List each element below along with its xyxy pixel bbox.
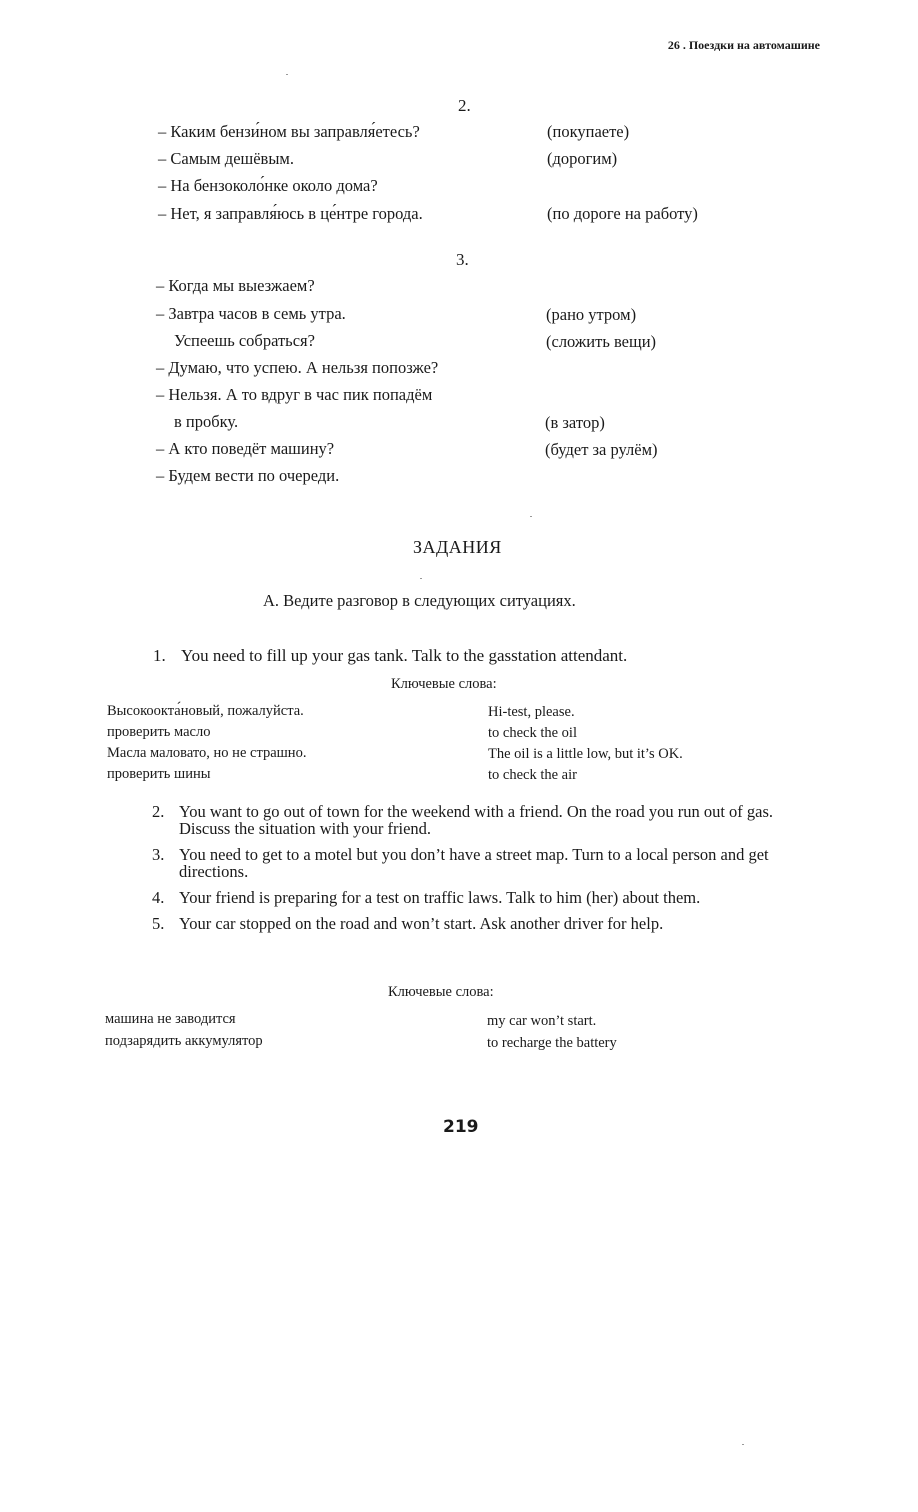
dialogue-line: – Думаю, что успею. А нельзя попозже?	[156, 358, 439, 377]
dialogue-line: в пробку.	[174, 412, 239, 431]
dialogue-line: – Самым дешёвым.	[158, 149, 294, 168]
task-text: You need to get to a motel but you don’t have a street map. Turn to a local person and get directions.	[179, 845, 769, 881]
keyword-ru: проверить масло	[107, 724, 211, 740]
keyword-en: The oil is a little low, but it’s OK.	[488, 746, 683, 762]
scan-speck	[420, 578, 422, 579]
running-header: 26 . Поездки на автомашине	[667, 38, 820, 52]
keyword-en: to recharge the battery	[487, 1035, 617, 1051]
dialogue-line: – Когда мы выезжаем?	[156, 276, 315, 295]
dialogue-gloss: (рано утром)	[546, 305, 637, 324]
task-text: Your car stopped on the road and won’t start. Ask another driver for help.	[179, 914, 664, 933]
keywords-label: Ключевые слова:	[391, 676, 497, 692]
scan-speck	[742, 1444, 744, 1445]
keyword-en: my car won’t start.	[487, 1013, 597, 1029]
dialogue-line: – На бензоколо́нке около дома?	[158, 176, 378, 195]
dialogue-gloss: (в затор)	[545, 413, 605, 432]
keyword-ru: подзарядить аккумулятор	[105, 1033, 263, 1049]
dialogue-gloss: (сложить вещи)	[546, 332, 657, 351]
task-number: 4.	[152, 888, 165, 907]
task-number: 5.	[152, 914, 165, 933]
dialogue-gloss: (покупаете)	[547, 122, 630, 141]
task-1-number: 1.	[153, 646, 166, 665]
keyword-en: Hi-test, please.	[488, 704, 575, 720]
dialogue-gloss: (дорогим)	[547, 149, 618, 168]
keyword-en: to check the oil	[488, 725, 577, 741]
task-text: Your friend is preparing for a test on traffic laws. Talk to him (her) about them.	[179, 888, 701, 907]
task-text: You want to go out of town for the weekend with a friend. On the road you run out of gas. Discuss the situation with your friend.	[179, 802, 774, 838]
section-subtitle: А. Ведите разговор в следующих ситуациях.	[263, 591, 576, 610]
dialogue-2-number: 2.	[458, 96, 471, 115]
task-1-text: You need to fill up your gas tank. Talk to the gasstation attendant.	[181, 646, 628, 665]
task-number: 3.	[152, 845, 165, 864]
list-item	[152, 915, 822, 932]
dialogue-3-number: 3.	[456, 250, 469, 269]
keyword-ru: Высокоокта́новый, пожалуйста.	[107, 703, 304, 719]
dialogue-gloss: (будет за рулём)	[545, 440, 658, 459]
task-list	[152, 803, 822, 941]
dialogue-line: Успеешь собраться?	[174, 331, 315, 350]
dialogue-line: – Завтра часов в семь утра.	[156, 304, 346, 323]
dialogue-line: – Каким бензи́ном вы заправля́етесь?	[158, 122, 420, 141]
keyword-ru: проверить шины	[107, 766, 211, 782]
list-item	[152, 846, 822, 880]
keyword-en: to check the air	[488, 767, 577, 783]
dialogue-line: – А кто поведёт машину?	[156, 439, 335, 458]
keyword-ru: Масла маловато, но не страшно.	[107, 745, 307, 761]
list-item	[152, 803, 822, 837]
scan-speck	[286, 74, 288, 75]
dialogue-line: – Нельзя. А то вдруг в час пик попадём	[156, 385, 433, 404]
dialogue-gloss: (по дороге на работу)	[547, 204, 698, 223]
list-item	[152, 889, 822, 906]
scan-speck	[530, 516, 532, 517]
keywords-label: Ключевые слова:	[388, 984, 494, 1000]
section-title: ЗАДАНИЯ	[413, 537, 502, 557]
task-number: 2.	[152, 802, 165, 821]
dialogue-line: – Будем вести по очереди.	[156, 466, 340, 485]
dialogue-line: – Нет, я заправля́юсь в це́нтре города.	[158, 204, 423, 223]
keyword-ru: машина не заводится	[105, 1011, 236, 1027]
page-number: 219	[443, 1117, 479, 1137]
